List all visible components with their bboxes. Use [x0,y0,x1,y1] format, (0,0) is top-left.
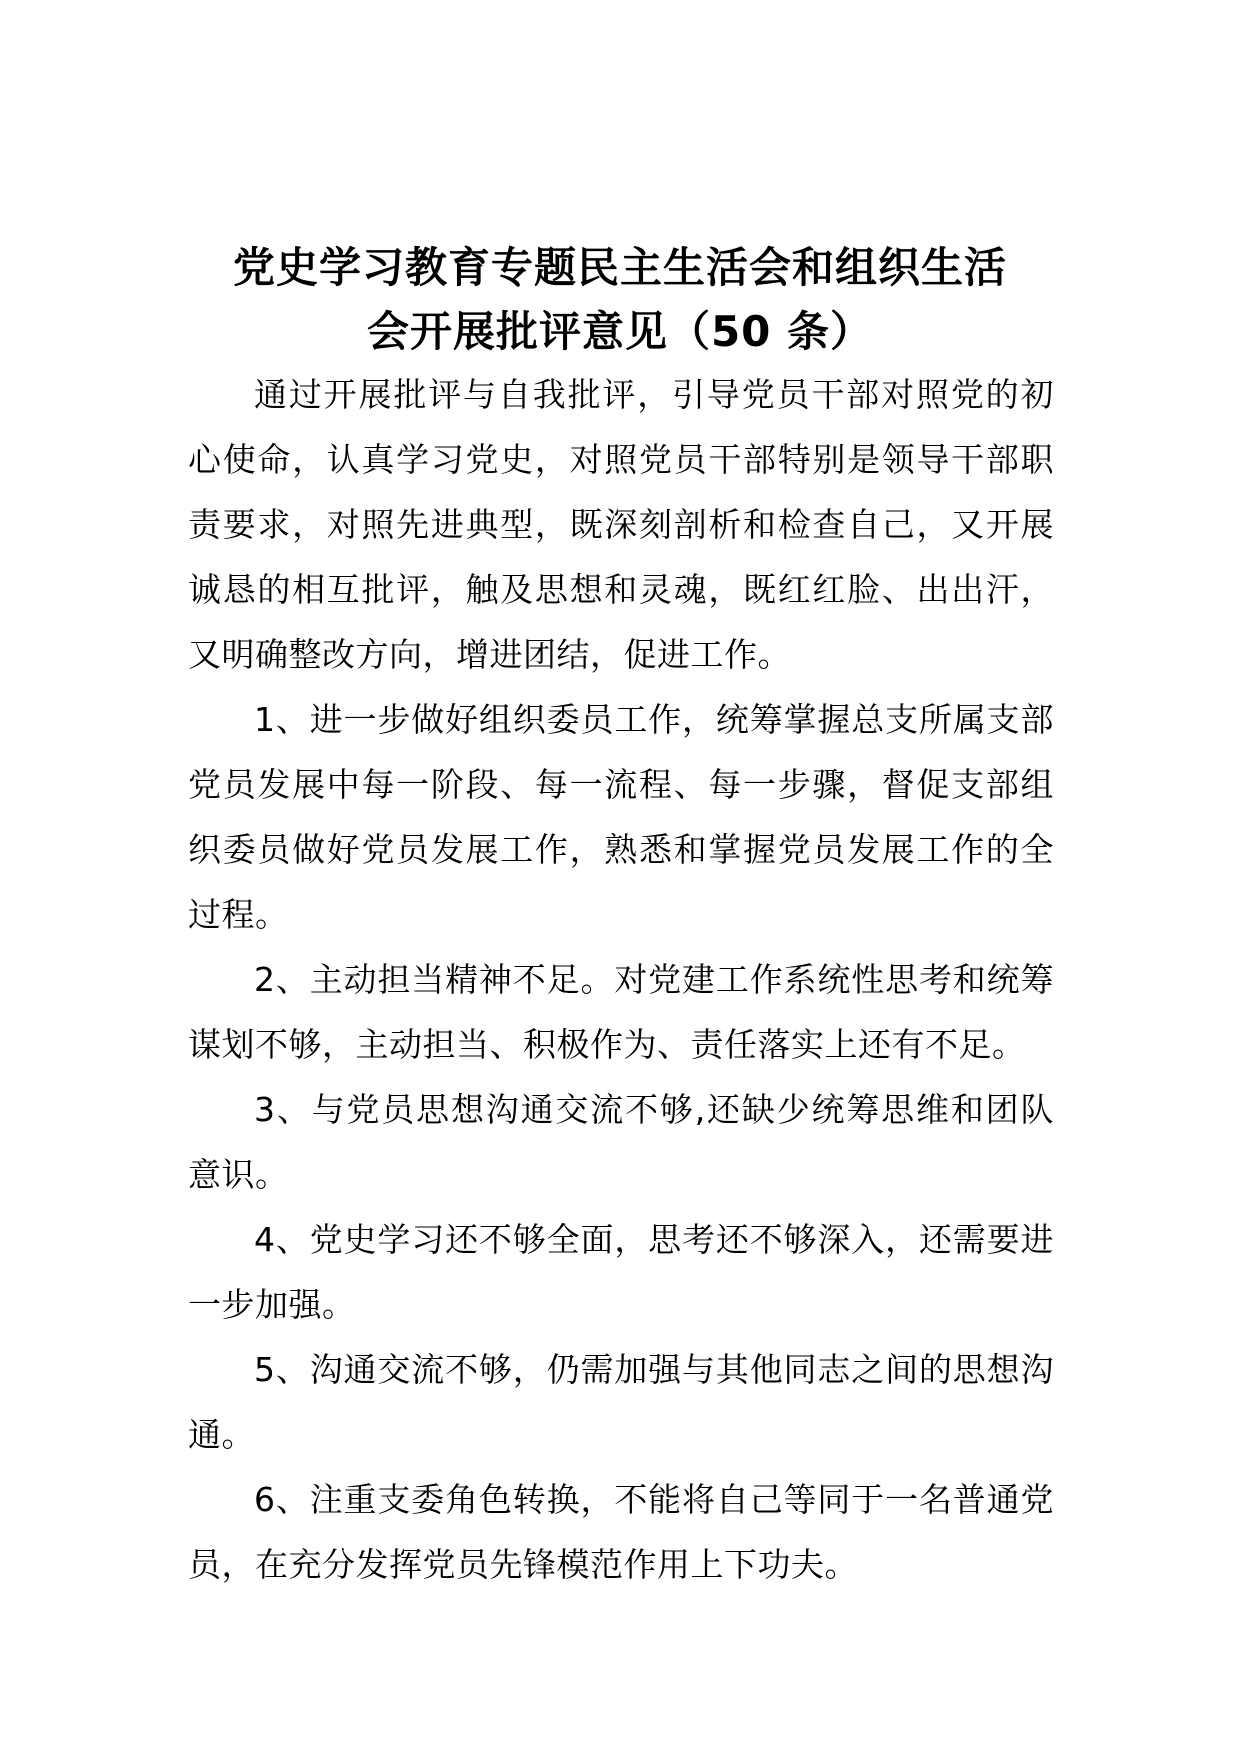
intro-paragraph: 通过开展批评与自我批评，引导党员干部对照党的初心使命，认真学习党史，对照党员干部特别是领导干部职责要求，对照先进典型，既深刻剖析和检查自己，又开展诚恳的相互批评，触及思想和灵魂，既红红脸、出出汗，又明确整改方向，增进团结，促进工作。 [188,375,1054,674]
item-paragraph-3: 3、与党员思想沟通交流不够,还缺少统筹思维和团队意识。 [188,1090,1054,1194]
item-paragraph-6: 6、注重支委角色转换，不能将自己等同于一名普通党员，在充分发挥党员先锋模范作用上下功夫。 [188,1480,1054,1584]
document-title [160,236,1080,364]
item-paragraph-1: 1、进一步做好组织委员工作，统筹掌握总支所属支部党员发展中每一阶段、每一流程、每一步骤，督促支部组织委员做好党员发展工作，熟悉和掌握党员发展工作的全过程。 [188,700,1054,934]
item-paragraph-2: 2、主动担当精神不足。对党建工作系统性思考和统筹谋划不够，主动担当、积极作为、责任落实上还有不足。 [188,960,1054,1064]
title-line-2: 会开展批评意见（50 条） [366,307,874,356]
item-paragraph-4: 4、党史学习还不够全面，思考还不够深入，还需要进一步加强。 [188,1220,1054,1324]
title-line-1: 党史学习教育专题民主生活会和组织生活 [232,243,1007,292]
document-body [188,362,1054,1597]
item-paragraph-5: 5、沟通交流不够，仍需加强与其他同志之间的思想沟通。 [188,1350,1054,1454]
